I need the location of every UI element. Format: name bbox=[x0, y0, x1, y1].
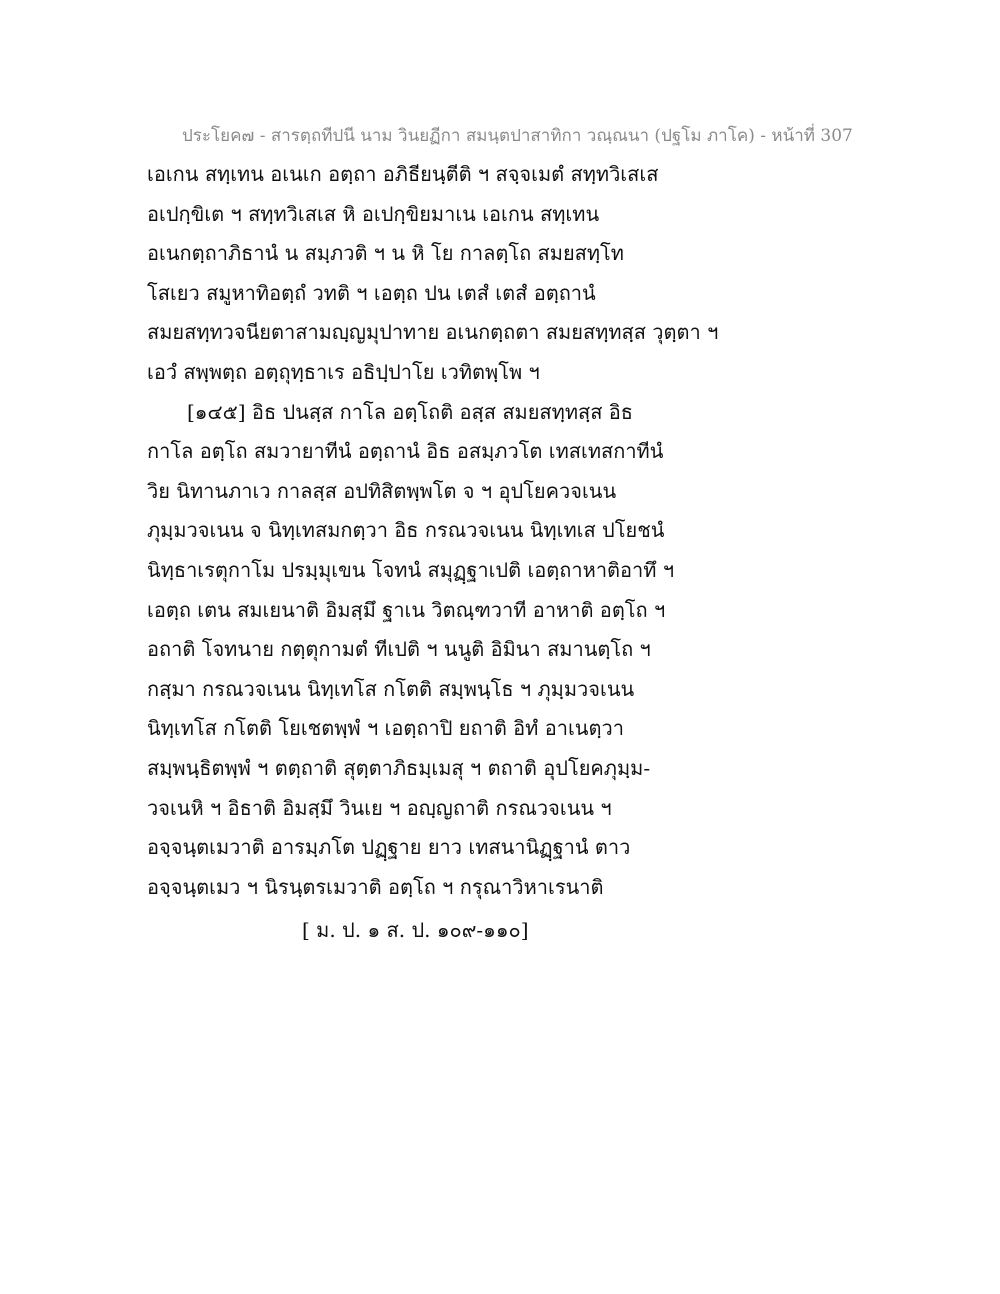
text-line: สมยสทฺทวจนียตาสามญฺญมุปาทาย อเนกตฺถตา สมยสทฺทสฺส วุตฺตา ฯ bbox=[147, 320, 719, 345]
text-line: อจฺจนฺตเมว ฯ นิรนฺตรเมวาติ อตฺโถ ฯ กรุณาวิหาเรนาติ bbox=[147, 874, 604, 899]
text-line: เอเกน สทฺเทน อเนเก อตฺถา อภิธียนฺตีติ ฯ สจฺจเมตํ สทฺทวิเสเส bbox=[147, 162, 659, 186]
text-line: สมฺพนฺธิตพฺพํ ฯ ตตฺถาติ สุตฺตาภิธมฺเมสุ ฯ ตถาติ อุปโยคภุมฺม- bbox=[147, 755, 651, 780]
text-line: ภุมฺมวจเนน จ นิทฺเทสมกตฺวา อิธ กรณวจเนน นิทฺเทเส ปโยชนํ bbox=[147, 518, 665, 543]
text-line: เอวํ สพฺพตฺถ อตฺถุทฺธาเร อธิปฺปาโย เวทิตพฺโพ ฯ bbox=[147, 359, 540, 384]
text-line: อจฺจนฺตเมวาติ อารมฺภโต ปฏฺฐาย ยาว เทสนานิฏฺฐานํ ตาว bbox=[147, 835, 631, 860]
reference-citation: [ ม. ป. ๑ ส. ป. ๑๐๙-๑๑๐] bbox=[302, 918, 529, 942]
text-line: อเนกตฺถาภิธานํ น สมฺภวติ ฯ น หิ โย กาลตฺโถ สมยสทฺโท bbox=[147, 241, 624, 266]
text-line: เอตฺถ เตน สมเยนาติ อิมสฺมึ ฐาเน วิตณฺฑวาที อาหาติ อตฺโถ ฯ bbox=[147, 597, 666, 622]
body-text bbox=[147, 158, 847, 910]
paragraph-start-line: [๑๔๕] อิธ ปนสฺส กาโล อตฺโถติ อสฺส สมยสทฺทสฺส อิธ bbox=[187, 399, 633, 424]
text-line: โสเยว สมูหาทิอตฺถํ วทติ ฯ เอตฺถ ปน เตสํ เตสํ อตฺถานํ bbox=[147, 280, 596, 305]
text-line: วิย นิทานภาเว กาลสฺส อปทิสิตพฺพโต จ ฯ อุปโยควจเนน bbox=[147, 478, 617, 503]
text-line: วจเนหิ ฯ อิธาติ อิมสฺมึ วินเย ฯ อญฺญถาติ กรณวจเนน ฯ bbox=[147, 795, 612, 820]
text-line: กสฺมา กรณวจเนน นิทฺเทโส กโตติ สมฺพนฺโธ ฯ ภุมฺมวจเนน bbox=[147, 676, 635, 701]
text-line: นิทฺเทโส กโตติ โยเชตพฺพํ ฯ เอตฺถาปิ ยถาติ อิทํ อาเนตฺวา bbox=[147, 716, 624, 741]
text-line: นิทฺธาเรตุกาโม ปรมฺมุเขน โจทนํ สมุฏฺฐาเปติ เอตฺถาหาติอาทึ ฯ bbox=[147, 557, 675, 582]
page-header: ประโยค๗ - สารตฺถทีปนี นาม วินยฏีกา สมนฺตปาสาทิกา วณฺณนา (ปฐโม ภาโค) - หน้าที่ 307 bbox=[182, 126, 853, 146]
text-line: กาโล อตฺโถ สมวายาทีนํ อตฺถานํ อิธ อสมฺภวโต เทสเทสกาทีนํ bbox=[147, 439, 664, 464]
text-line: อเปกฺขิเต ฯ สทฺทวิเสเส หิ อเปกฺขิยมาเน เอเกน สทฺเทน bbox=[147, 201, 600, 226]
text-line: อถาติ โจทนาย กตฺตุกามตํ ทีเปติ ฯ นนูติ อิมินา สมานตฺโถ ฯ bbox=[147, 637, 651, 662]
